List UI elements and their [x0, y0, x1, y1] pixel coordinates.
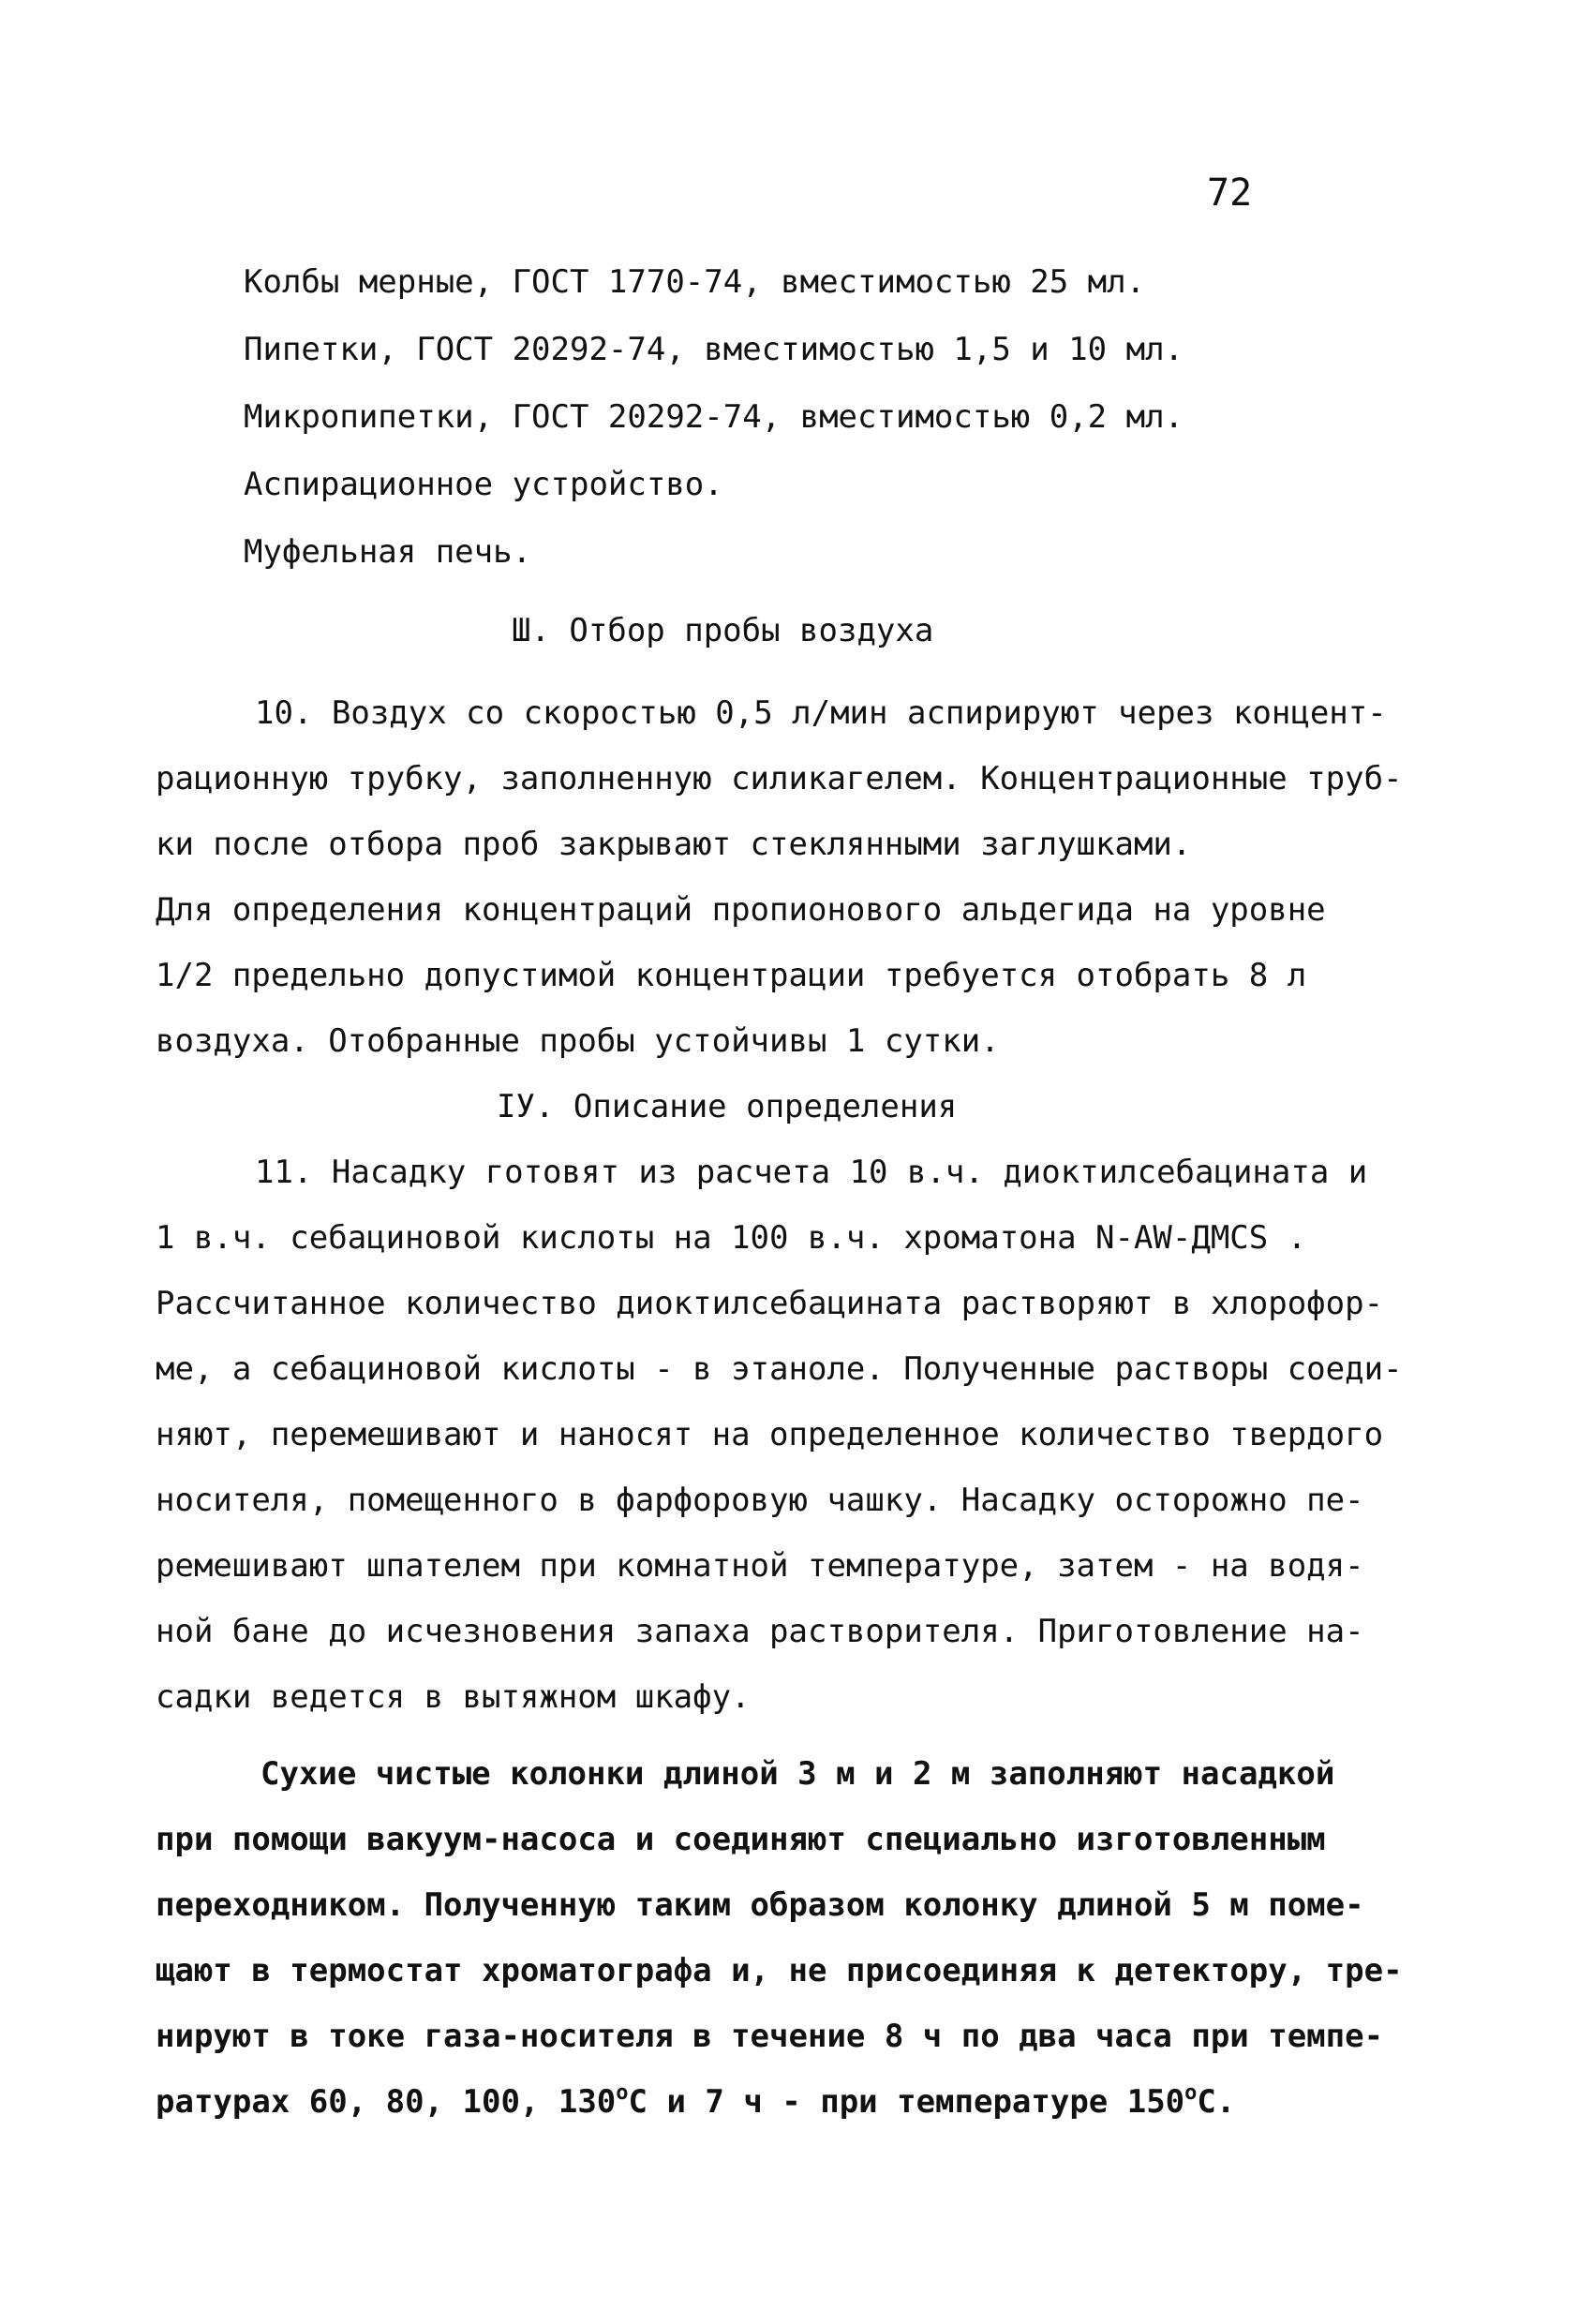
- section-4-p2-line-6: [156, 2080, 1235, 2123]
- section-4-p2-line-1: Сухие чистые колонки длиной 3 м и 2 м заполняют насадкой: [261, 1755, 1335, 1793]
- section-4-p1-line-1: 11. Насадку готовят из расчета 10 в.ч. диоктилсебацината и: [255, 1154, 1368, 1191]
- section-4-p1-line-3: Рассчитанное количество диоктилсебацината растворяют в хлорофор-: [156, 1285, 1384, 1322]
- last-line-part-3: С.: [1197, 2083, 1236, 2121]
- degree-sign-1: о: [616, 2081, 629, 2105]
- degree-sign-2: о: [1184, 2081, 1198, 2105]
- page-number: 72: [1207, 171, 1253, 215]
- section-4-p2-line-5: нируют в токе газа-носителя в течение 8 ч по два часа при темпе-: [156, 2018, 1384, 2055]
- equipment-line-3: Микропипетки, ГОСТ 20292-74, вместимостью 0,2 мл.: [244, 398, 1184, 436]
- equipment-line-5: Муфельная печь.: [244, 533, 532, 571]
- equipment-line-2: Пипетки, ГОСТ 20292-74, вместимостью 1,5 и 10 мл.: [244, 331, 1184, 368]
- last-line-part-2: С и 7 ч - при температуре 150: [628, 2083, 1185, 2121]
- section-4-p1-line-9: садки ведется в вытяжном шкафу.: [156, 1678, 751, 1716]
- section-4-p2-line-3: переходником. Полученную таким образом колонку длиной 5 м поме-: [156, 1886, 1364, 1924]
- section-3-line-3: ки после отбора проб закрывают стеклянными заглушками.: [156, 826, 1192, 863]
- section-4-p1-line-5: няют, перемешивают и наносят на определенное количество твердого: [156, 1416, 1384, 1453]
- section-3-line-1: 10. Воздух со скоростью 0,5 л/мин аспирируют через концент-: [255, 694, 1387, 732]
- section-4-p1-line-8: ной бане до исчезновения запаха растворителя. Приготовление на-: [156, 1613, 1364, 1650]
- section-3-line-4: Для определения концентраций пропионового альдегида на уровне: [156, 891, 1326, 929]
- equipment-line-1: Колбы мерные, ГОСТ 1770-74, вместимостью 25 мл.: [244, 263, 1146, 301]
- section-4-p2-line-4: щают в термостат хроматографа и, не присоединяя к детектору, тре-: [156, 1952, 1403, 1989]
- section-3-line-5: 1/2 предельно допустимой концентрации требуется отобрать 8 л: [156, 957, 1307, 994]
- section-4-p1-line-7: ремешивают шпателем при комнатной температуре, затем - на водя-: [156, 1547, 1364, 1585]
- equipment-line-4: Аспирационное устройство.: [244, 466, 723, 503]
- section-4-heading: IУ. Описание определения: [497, 1088, 958, 1125]
- section-4-p1-line-2: 1 в.ч. себациновой кислоты на 100 в.ч. хроматона N-AW-ДМСS .: [156, 1219, 1307, 1257]
- section-4-p1-line-4: ме, а себациновой кислоты - в этаноле. Полученные растворы соеди-: [156, 1350, 1403, 1388]
- last-line-part-1: ратурах 60, 80, 100, 130: [156, 2083, 617, 2121]
- section-4-p1-line-6: носителя, помещенного в фарфоровую чашку. Насадку осторожно пе-: [156, 1482, 1364, 1519]
- section-3-line-6: воздуха. Отобранные пробы устойчивы 1 сутки.: [156, 1022, 1000, 1060]
- section-3-line-2: рационную трубку, заполненную силикагелем. Концентрационные труб-: [156, 760, 1403, 797]
- section-3-heading: Ш. Отбор пробы воздуха: [512, 612, 934, 649]
- section-4-p2-line-2: при помощи вакуум-насоса и соединяют специально изготовленным: [156, 1821, 1326, 1858]
